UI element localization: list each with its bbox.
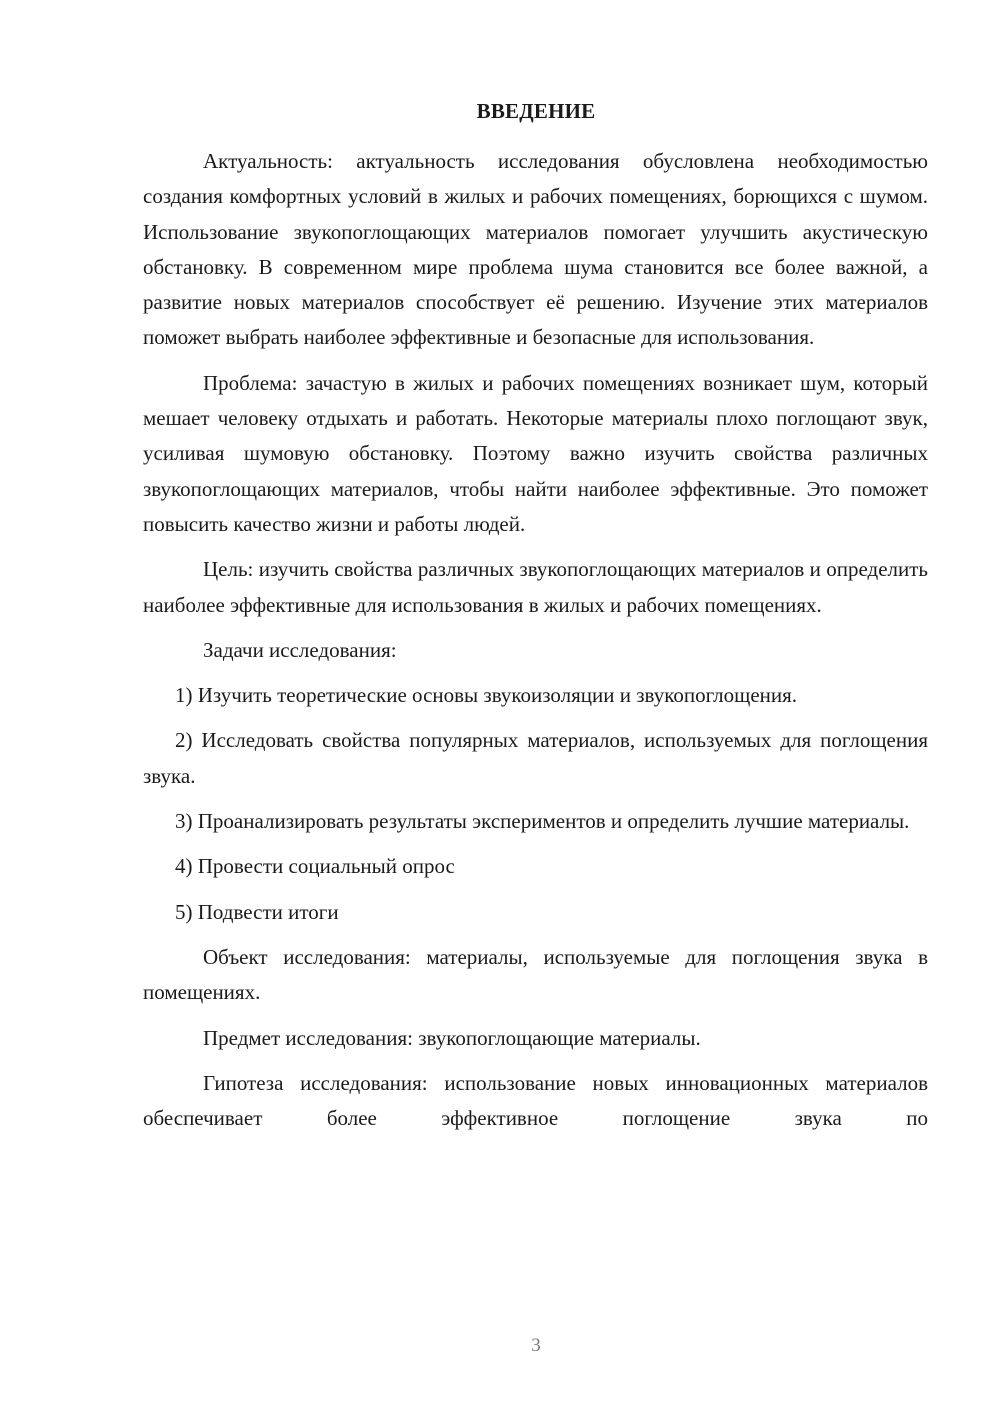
tasks-title: Задачи исследования: xyxy=(203,637,397,662)
task-item: 3) Проанализировать результаты экспериментов и определить лучшие материалы. xyxy=(175,809,910,834)
paragraph-goal: Цель: изучить свойства различных звукопоглощающих материалов и определить наиболее эффективные для использования в жилых и рабочих помещениях. xyxy=(143,557,928,617)
paragraph-relevance: Актуальность: актуальность исследования обусловлена необходимостью создания комфортных условий в жилых и рабочих помещениях, борющихся с шумом. Использование звукопоглощающих материалов помогает улучшить акустическую обстановку. В современном мире проблема шума становится все более важной, а развитие новых материалов способствует её решению. Изучение этих материалов поможет выбрать наиболее эффективные и безопасные для использования. xyxy=(143,149,928,350)
paragraph-subject: Предмет исследования: звукопоглощающие материалы. xyxy=(203,1025,701,1050)
paragraph-hypothesis: Гипотеза исследования: использование новых инновационных материалов обеспечивает более эффективное поглощение звука по xyxy=(143,1070,928,1131)
task-item: 5) Подвести итоги xyxy=(175,899,339,924)
task-item: 4) Провести социальный опрос xyxy=(175,854,455,879)
page-number: 3 xyxy=(531,1335,541,1356)
paragraph-object: Объект исследования: материалы, используемые для поглощения звука в помещениях. xyxy=(143,944,928,1005)
body-text xyxy=(143,144,928,1146)
section-heading: ВВЕДЕНИЕ xyxy=(476,99,596,123)
paragraph-problem: Проблема: зачастую в жилых и рабочих помещениях возникает шум, который мешает человеку отдыхать и работать. Некоторые материалы плохо поглощают звук, усиливая шумовую обстановку. Поэтому важно изучить свойства различных звукопоглощающих материалов, чтобы найти наиболее эффективные. Это поможет повысить качество жизни и работы людей. xyxy=(143,370,928,536)
task-item: 1) Изучить теоретические основы звукоизоляции и звукопоглощения. xyxy=(175,683,798,708)
task-item: 2) Исследовать свойства популярных материалов, используемых для поглощения звука. xyxy=(143,728,928,788)
